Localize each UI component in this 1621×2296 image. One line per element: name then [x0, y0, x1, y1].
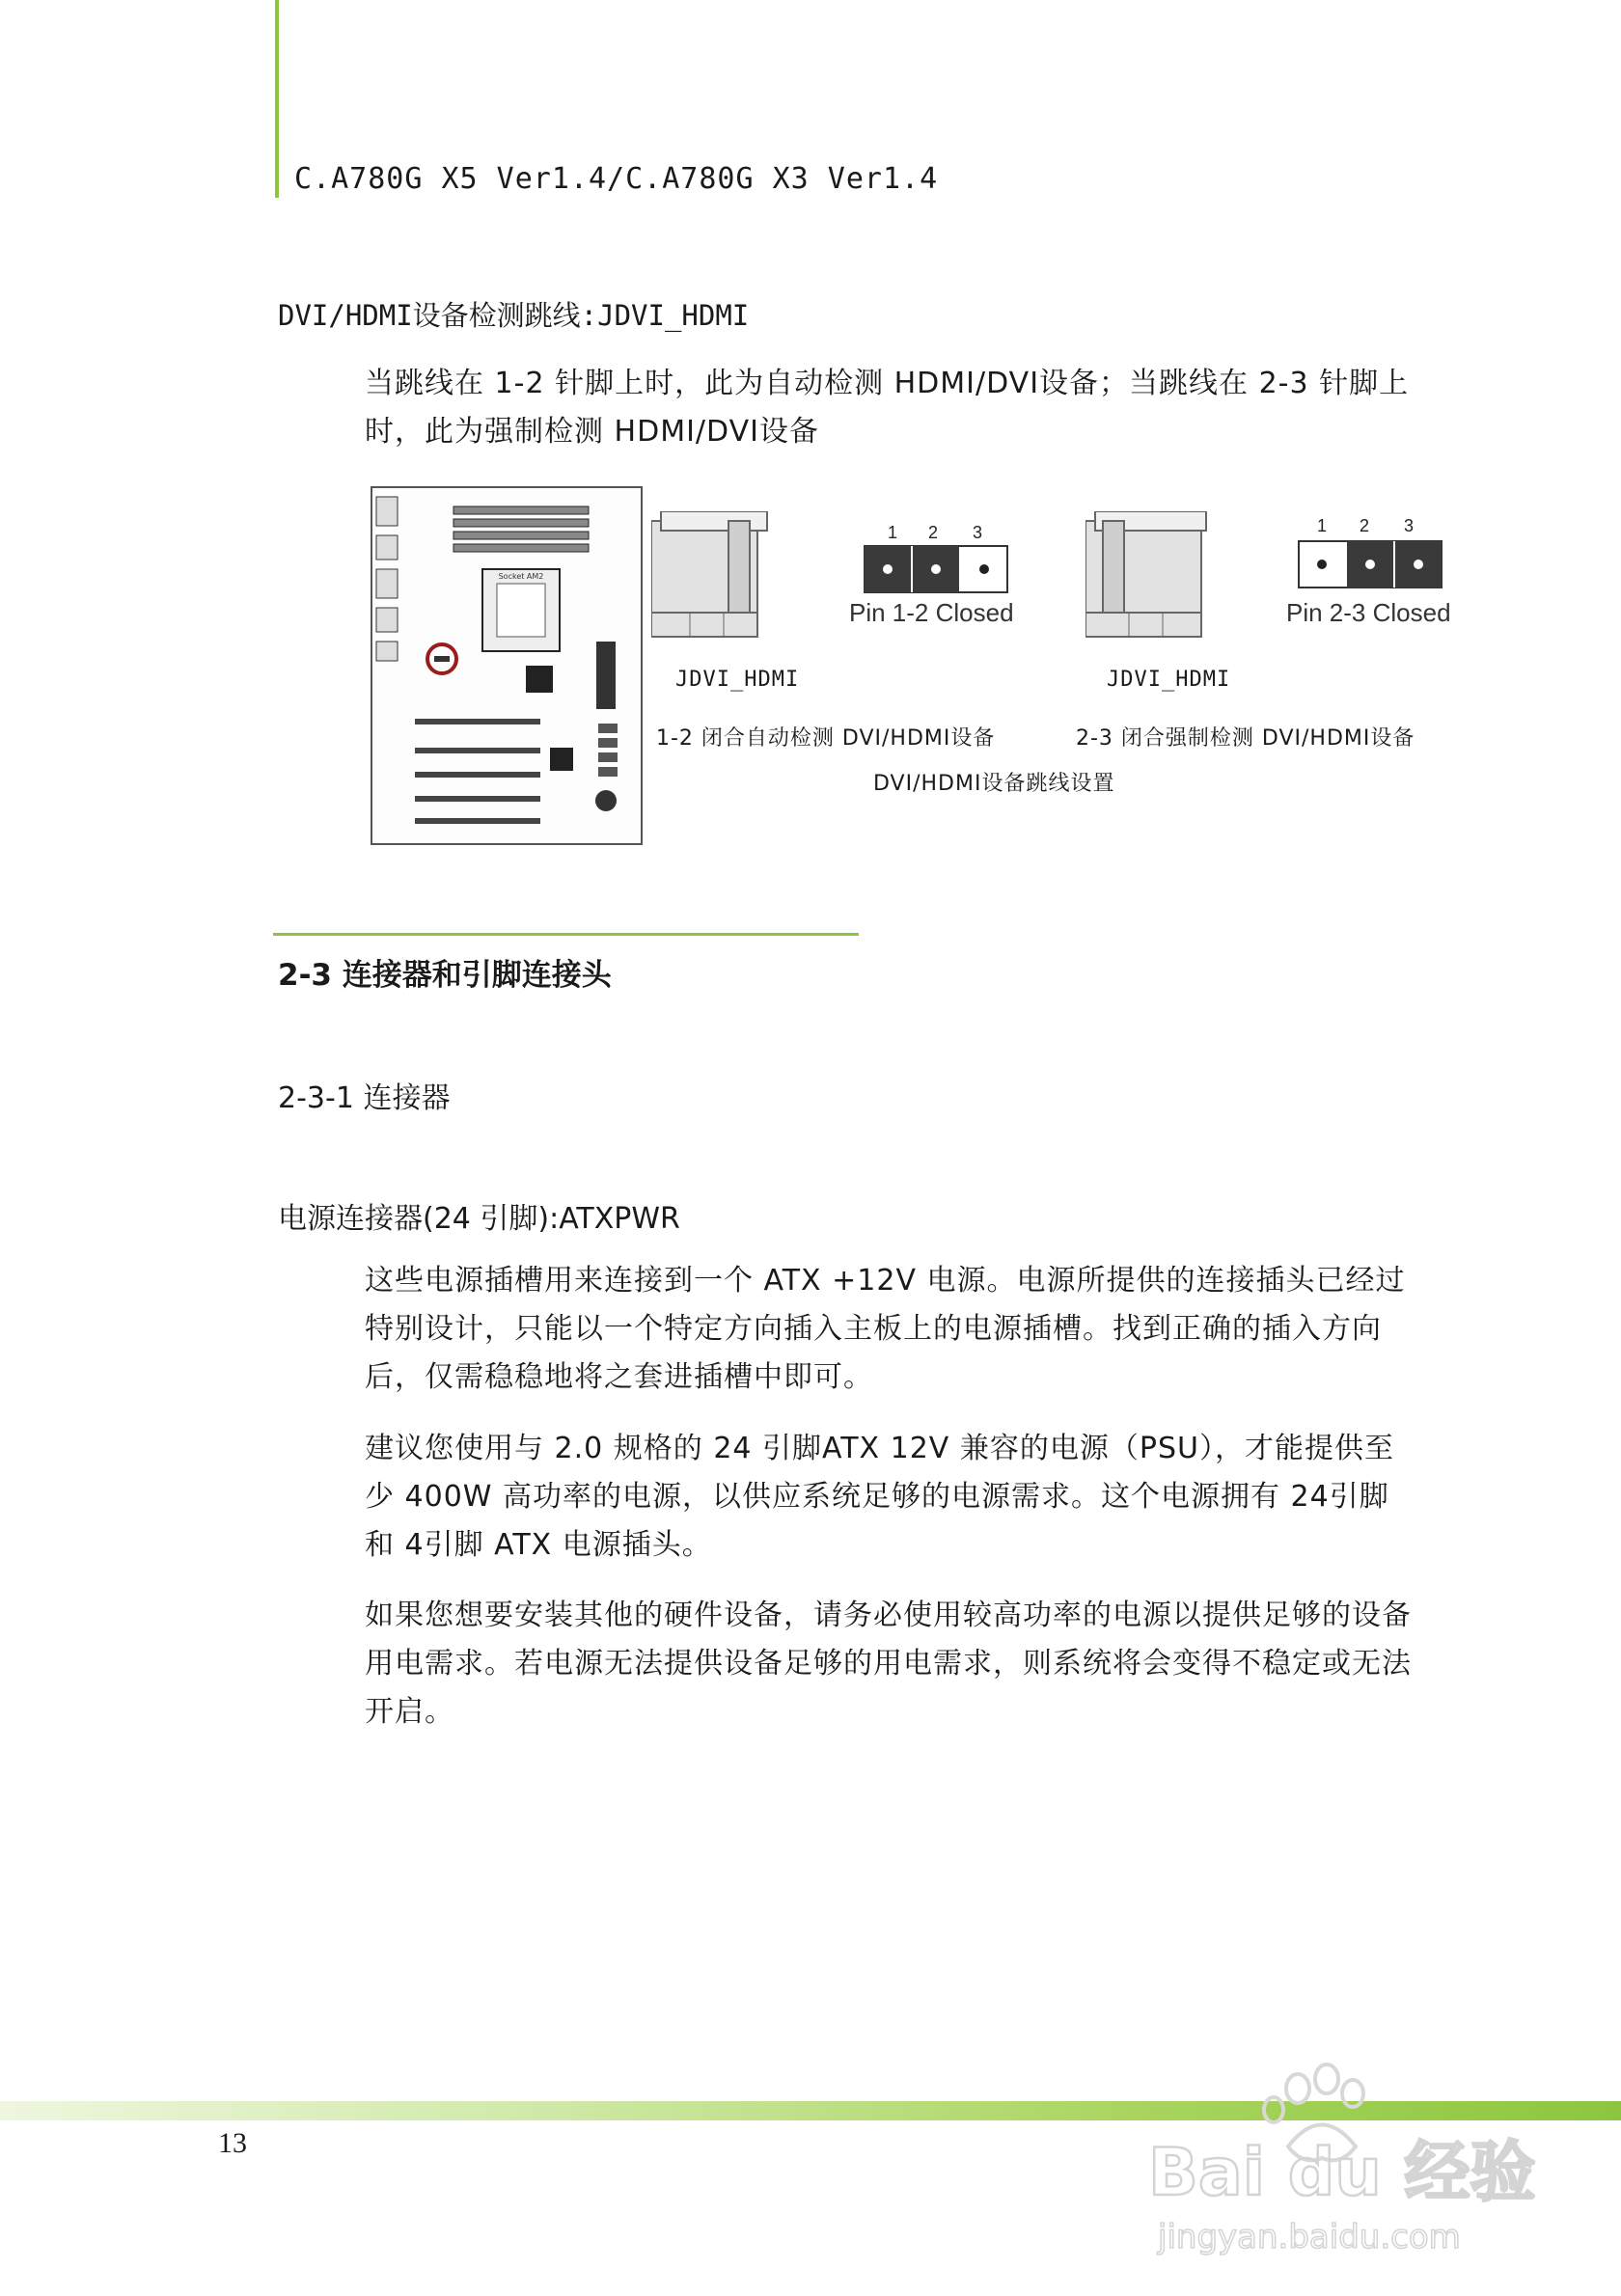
caption-left: 1-2 闭合自动检测 DVI/HDMI设备 [656, 726, 996, 751]
pin-number-left-2: 2 [928, 523, 939, 542]
pin-number-right-2: 2 [1360, 516, 1370, 535]
power-connector-title: 电源连接器(24 引脚):ATXPWR [278, 1202, 680, 1236]
page-number: 13 [218, 2127, 247, 2159]
jumper-3d-drawing-right [1085, 511, 1211, 642]
jumper-3d-drawing-left [651, 511, 772, 642]
section-2-3-1-title: 2-3-1 连接器 [278, 1081, 451, 1115]
section-divider [273, 933, 859, 936]
power-paragraph-1: 这些电源插槽用来连接到一个 ATX +12V 电源。电源所提供的连接插头已经过特别设计，只能以一个特定方向插入主板上的电源插槽。找到正确的插入方向后，仅需稳稳地将之套进插槽中即可。 [365, 1264, 1406, 1394]
jumper-section-title: DVI/HDMI设备检测跳线:JDVI_HDMI [278, 299, 750, 332]
jumper-name-left: JDVI_HDMI [675, 668, 800, 692]
pin-diagram-right [1298, 540, 1442, 588]
power-paragraph-2: 建议您使用与 2.0 规格的 24 引脚ATX 12V 兼容的电源（PSU），才能提供至少 400W 高功率的电源，以供应系统足够的电源需求。这个电源拥有 24引脚 和 4引脚 ATX 电源插头。 [365, 1432, 1394, 1562]
motherboard-layout-figure [357, 482, 646, 849]
pin-diagram-left [864, 545, 1008, 593]
watermark-brand: Bai du 经验 [1148, 2135, 1536, 2211]
jumper-name-right: JDVI_HDMI [1107, 668, 1231, 692]
baidu-jingyan-watermark [1129, 2050, 1553, 2262]
pin-number-right-3: 3 [1404, 516, 1415, 535]
pin-number-left-1: 1 [888, 523, 898, 542]
header-accent-line [275, 0, 279, 198]
caption-right: 2-3 闭合强制检测 DVI/HDMI设备 [1076, 726, 1415, 751]
pin-number-left-3: 3 [973, 523, 983, 542]
section-2-3-title: 2-3 连接器和引脚连接头 [278, 958, 612, 993]
document-header: C.A780G X5 Ver1.4/C.A780G X3 Ver1.4 [294, 162, 939, 196]
pin-state-label-left: Pin 1-2 Closed [849, 598, 1014, 627]
pin-state-label-right: Pin 2-3 Closed [1286, 598, 1451, 627]
cpu-socket-label: Socket AM2 [498, 572, 544, 581]
watermark-url: jingyan.baidu.com [1158, 2218, 1461, 2256]
figure-caption: DVI/HDMI设备跳线设置 [873, 772, 1115, 796]
jumper-description: 当跳线在 1-2 针脚上时，此为自动检测 HDMI/DVI设备；当跳线在 2-3 针脚上时，此为强制检测 HDMI/DVI设备 [365, 367, 1410, 449]
pin-number-right-1: 1 [1317, 516, 1328, 535]
power-paragraph-3: 如果您想要安装其他的硬件设备，请务必使用较高功率的电源以提供足够的设备用电需求。若电源无法提供设备足够的用电需求，则系统将会变得不稳定或无法开启。 [365, 1599, 1412, 1729]
